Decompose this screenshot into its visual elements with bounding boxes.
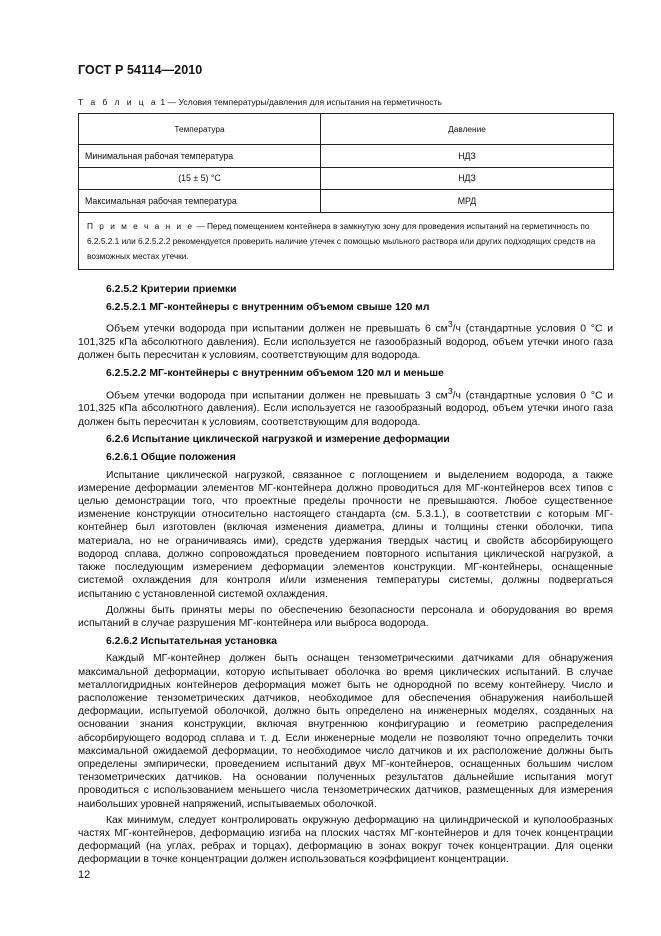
col-header-temperature: Температура [79,114,321,145]
note-text: — Перед помещением контейнера в замкнутую зону для проведения испытаний на герметичность по 6.2.5.2.1 или 6.2.5.2.2 рекомендуется проверить наличие утечек с помощью мыльного раствора или других подходящих средств на возможных местах утечки. [87,220,596,261]
conditions-table [78,113,614,270]
table-row [79,190,614,213]
table-caption [78,97,442,107]
cell-pressure: НДЗ [321,145,614,168]
section-heading: 6.2.5.2.1 МГ-контейнеры с внутренним объемом свыше 120 мл [106,301,430,313]
paragraph: Должны быть приняты меры по обеспечению безопасности персонала и оборудования во время испытаний в случае разрушения МГ-контейнера или выброса водорода. [78,604,613,629]
table-header-row [79,114,614,145]
note-label: П р и м е ч а н и е [87,220,195,231]
table-note [79,212,614,269]
document-header: ГОСТ Р 54114—2010 [78,63,203,77]
table-row [79,167,614,190]
section-heading: 6.2.5.2.2 МГ-контейнеры с внутренним объемом 120 мл и меньше [106,367,444,379]
paragraph: Как минимум, следует контролировать окружную деформацию на цилиндрической и куполообразных частях МГ-контейнеров, деформацию изгиба на плоских частях МГ-контейнеров и для точек концентрации деформаций (на углах, ребрах и торцах), деформацию в зонах вокруг точек концентрации. Для оценки деформации в точке концентрации должен использоваться коэффициент концентрации. [78,814,613,866]
cell-temperature: Минимальная рабочая температура [79,145,321,168]
paragraph: Каждый МГ-контейнер должен быть оснащен тензометрическими датчиками для обнаружения максимальной деформации, которую испытывает оболочка во время циклических испытаний. В случае металлогидридных контейнеров деформация может быть не однородной по всему контейнеру. Число и расположение тензометрических датчиков, необходимое для обеспечения обнаружения наибольшей деформации, испытуемой оболочкой, должно быть определено на инженерных моделях, созданных на основании знания конструкции, включая внутреннюю конфигурацию и геометрию распределения абсорбирующего водород сплава и т. д. Если инженерные модели не позволяют точно определить точки максимальной ожидаемой деформации, то необходимое число датчиков и их расположение должны быть определены эмпирически, проведением испытаний двух МГ-контейнеров, оснащенных большим числом тензометрических датчиков. На основании полученных результатов дальнейшие испытания могут проводиться с использованием меньшего числа тензометрических датчиков, размещенных для измерения наибольших уровней напряжений, испытываемых оболочкой. [78,653,613,810]
table-row [79,145,614,168]
cell-pressure: МРД [321,190,614,213]
section-heading: 6.2.6.2 Испытательная установка [106,635,277,647]
cell-temperature: Максимальная рабочая температура [79,190,321,213]
paragraph [78,385,613,429]
section-heading: 6.2.6 Испытание циклической нагрузкой и измерение деформации [106,434,450,446]
paragraph [78,318,613,362]
superscript: 3 [447,385,453,396]
cell-temperature: (15 ± 5) °С [79,167,321,190]
document-body [78,283,613,867]
cell-pressure: НДЗ [321,167,614,190]
table-caption-label: Т а б л и ц а [78,97,158,107]
col-header-pressure: Давление [321,114,614,145]
page-number: 12 [78,869,91,881]
table-note-row [79,212,614,269]
table-caption-text: 1 — Условия температуры/давления для испытания на герметичность [158,97,442,107]
section-heading: 6.2.5.2 Критерии приемки [106,284,237,295]
paragraph-text: /ч (стандартные условия 0 °С и 101,325 кПа абсолютного давления). Если используется не газообразный водород, объем утечки иного газа должен быть пересчитан к условиям, соответствующим для водорода. [78,323,613,362]
paragraph-text: /ч (стандартные условия 0 °С и 101,325 кПа абсолютного давления). Если используется не газообразный водород, объем утечки иного газа должен быть пересчитан к условиям, соответствующим для водорода. [78,390,613,428]
paragraph-text: Объем утечки водорода при испытании должен не превышать 6 см [106,323,448,335]
superscript: 3 [447,319,453,330]
section-heading: 6.2.6.1 Общие положения [106,451,236,463]
paragraph-text: Объем утечки водорода при испытании должен не превышать 3 см [106,390,448,402]
paragraph: Испытание циклической нагрузкой, связанное с поглощением и выделением водорода, а также измерение деформации элементов МГ-контейнера должно проводиться для МГ-контейнеров всех типов с целью демонстрации того, что проектные пределы прочности не превышаются. Любое существенное изменение конструкции относительно настоящего стандарта (см. 5.3.1.), в соответствии с которым МГ-контейнер был изготовлен (включая изменения диаметра, длины и толщины стенки оболочки, типа материала, но не ограничиваясь ими), средств удержания твердых частиц и свойств абсорбирующего водород сплава, должно сопровождаться проведением повторного испытания циклической нагрузкой, а также последующим измерением деформации элементов конструкции. МГ-контейнеры, оснащенные системой охлаждения для контроля и/или изменения температуры системы, должны подвергаться испытанию с установленной системой охлаждения. [78,469,613,600]
